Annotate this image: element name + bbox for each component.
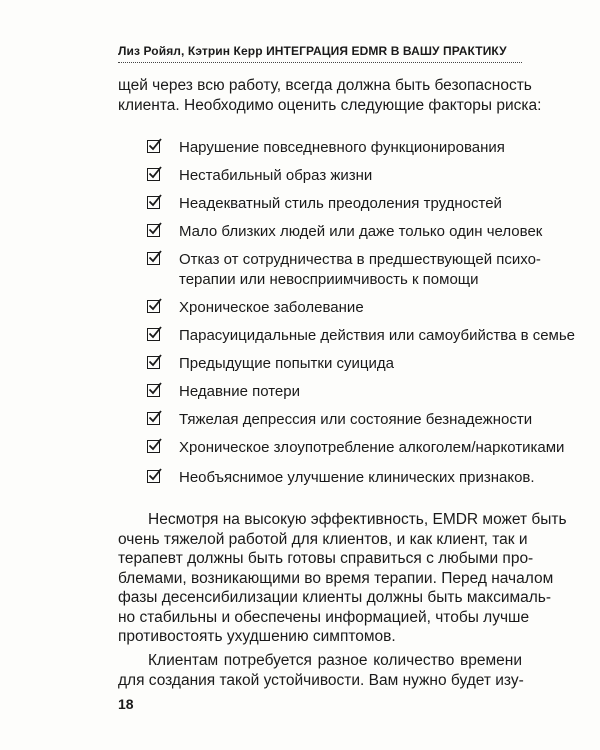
risk-factor-line: Тяжелая депрессия или состояние безнадежности [179,411,533,428]
text-line: Несмотря на высокую эффективность, EMDR может быть [148,511,567,528]
risk-factor-text [179,326,575,346]
risk-factor-text [179,438,564,458]
header-book-title: ИНТЕГРАЦИЯ EDMR В ВАШУ ПРАКТИКУ [266,44,507,58]
risk-factor-line: Хроническое злоупотребление алкоголем/наркотиками [179,439,565,456]
checked-box-icon [147,252,160,265]
checked-box-icon [147,470,160,483]
text-line: щей через всю работу, всегда должна быть безопасность [118,77,532,94]
running-header [118,44,518,58]
risk-factor-line: Хроническое заболевание [179,299,364,316]
risk-factor-text [179,250,541,289]
page-number: 18 [118,696,134,712]
risk-factor-text [179,298,364,318]
risk-factor-text [179,468,535,488]
header-authors: Лиз Ройял, Кэтрин Керр [118,44,263,58]
text-line: блемами, возникающими во время терапии. Перед началом [118,569,554,587]
text-line: для создания такой устойчивости. Вам нужно будет изу- [118,671,524,689]
risk-factor-line: Нестабильный образ жизни [179,167,373,184]
risk-factor-line: Неадекватный стиль преодоления трудностей [179,195,502,212]
risk-factor-line: Отказ от сотрудничества в предшествующей психо- [179,251,541,268]
risk-factor-text [179,194,502,214]
checked-box-icon [147,440,160,453]
text-line: противостоять ухудшению симптомов. [118,628,396,645]
risk-factor-line: Нарушение повседневного функционирования [179,139,505,156]
text-line: фазы десенсибилизации клиенты должны быть максималь- [118,589,552,606]
risk-factor-text [179,222,542,242]
risk-factor-line: Парасуицидальные действия или самоубийства в семье [179,327,576,344]
checked-box-icon [147,300,160,313]
body-paragraph-1 [118,510,567,647]
text-line: очень тяжелой работой для клиентов, и как клиент, так и [118,530,528,548]
checked-box-icon [147,168,160,181]
text-line: клиента. Необходимо оценить следующие факторы риска: [118,96,542,114]
checked-box-icon [147,412,160,425]
risk-factor-text [179,354,394,374]
text-line: Клиентам потребуется разное количество времени [148,652,522,669]
risk-factor-line: Необъяснимое улучшение клинических признаков. [179,469,535,486]
risk-factor-line: терапии или невосприимчивость к помощи [179,270,479,288]
risk-factor-line: Предыдущие попытки суицида [179,355,394,372]
text-line: но стабильны и обеспечены информацией, чтобы лучше [118,608,530,626]
text-line: терапевт должны быть готовы справиться с любыми про- [118,550,534,567]
checked-box-icon [147,356,160,369]
intro-paragraph [118,76,542,115]
checked-box-icon [147,196,160,209]
checked-box-icon [147,384,160,397]
header-dotted-rule [118,62,522,63]
checked-box-icon [147,328,160,341]
risk-factor-line: Мало близких людей или даже только один человек [179,223,543,240]
risk-factor-text [179,410,532,430]
risk-factor-text [179,138,505,158]
risk-factor-line: Недавние потери [179,383,300,400]
checked-box-icon [147,224,160,237]
risk-factor-text [179,166,372,186]
risk-factor-text [179,382,300,402]
checked-box-icon [147,140,160,153]
body-paragraph-2 [118,651,522,690]
